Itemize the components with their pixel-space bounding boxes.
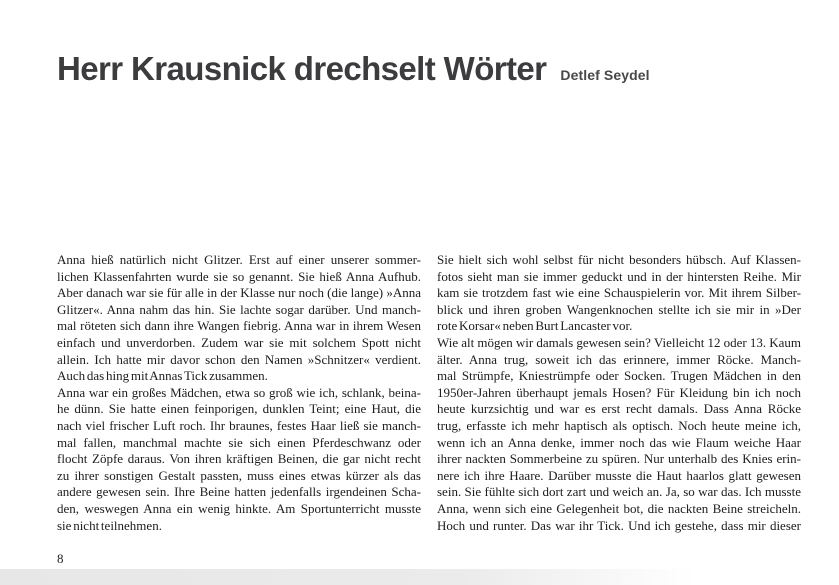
text-line: Hoch und runter. Das war ihr Tick. Und ich gestehe, dass mir dieser <box>437 517 801 533</box>
text-line: den, weswegen Anna ein wenig hinkte. Am Sportunterricht musste <box>57 500 421 516</box>
page-title: Herr Krausnick drechselt Wörter <box>57 50 547 87</box>
author-name: Detlef Seydel <box>560 67 650 83</box>
text-line: andere gewesen sein. Ihre Beine hatten jedenfalls irgendeinen Scha- <box>57 484 421 500</box>
text-line: allein. Ich hatte mir davor schon den Namen »Schnitzer« verdient. <box>57 351 421 367</box>
text-line: lichen Klassenfahrten wurde sie so genannt. Sie hieß Anna Aufhub. <box>57 268 421 284</box>
text-columns <box>57 252 801 534</box>
text-line: heute kurzsichtig und war es erst recht damals. Dass Anna Röcke <box>437 401 801 417</box>
text-line: flocht Zöpfe daraus. Von ihren kräftigen Beinen, die gar nicht recht <box>57 451 421 467</box>
text-line: rote Korsar« neben Burt Lancaster vor. <box>437 318 633 334</box>
text-column-left <box>57 252 421 534</box>
text-line: mal Strümpfe, Kniestrümpfe oder Socken. Trugen Mädchen in den <box>437 368 801 384</box>
title-row <box>57 52 650 87</box>
text-line: Anna hieß natürlich nicht Glitzer. Erst auf einer unserer sommer- <box>57 252 421 267</box>
text-line: sein. Sie fühlte sich dort zart und weich an. Ja, so war das. Ich musste <box>437 484 801 500</box>
text-line: 1950er-Jahren überhaupt jemals Hosen? Für Kleidung bin ich noch <box>437 384 801 400</box>
text-line: fotos sieht man sie immer geduckt und in der hintersten Reihe. Mir <box>437 268 801 284</box>
text-line: Sie hielt sich wohl selbst für nicht besonders hübsch. Auf Klassen- <box>437 252 801 267</box>
text-line: einfach und unverdorben. Zudem war sie mit solchem Spott nicht <box>57 334 421 350</box>
text-line: nach viel frischer Luft roch. Ihr braunes, festes Haar ließ sie manch- <box>57 417 421 433</box>
text-line: älter. Anna trug, soweit ich das erinnere, immer Röcke. Manch- <box>437 351 801 367</box>
text-line: Glitzer«. Anna nahm das hin. Sie lachte sogar darüber. Und manch- <box>57 301 421 317</box>
text-line: Wie alt mögen wir damals gewesen sein? Vielleicht 12 oder 13. Kaum <box>437 334 801 350</box>
bottom-edge-shadow <box>0 569 839 585</box>
text-line: sie nicht teilnehmen. <box>57 517 162 533</box>
page-number: 8 <box>57 551 64 566</box>
text-line: Auch das hing mit Annas Tick zusammen. <box>57 368 268 384</box>
text-line: kam sie trotzdem fast wie eine Schauspielerin vor. Mit ihrem Silber- <box>437 285 801 301</box>
text-line: Anna, wenn sich eine Gelegenheit bot, die nackten Beine streicheln. <box>437 500 801 516</box>
text-line: he dünn. Sie hatte einen feinporigen, dunklen Teint; eine Haut, die <box>57 401 421 417</box>
text-line: zu ihrer sonstigen Gestalt passten, muss eines etwas kürzer als das <box>57 467 421 483</box>
text-line: mal röteten sich dann ihre Wangen fiebrig. Anna war in ihrem Wesen <box>57 318 421 334</box>
text-line: trug, erfasste ich mehr haptisch als optisch. Noch heute meine ich, <box>437 417 801 433</box>
text-column-right <box>437 252 801 534</box>
text-line: nere ich ihre Haare. Darüber musste die Haut haarlos glatt gewesen <box>437 467 801 483</box>
text-line: wenn ich an Anna denke, immer noch das wie Flaum weiche Haar <box>437 434 801 450</box>
text-line: Anna war ein großes Mädchen, etwa so groß wie ich, schlank, beina- <box>57 384 421 400</box>
text-line: Aber danach war sie für alle in der Klasse nur noch (die lange) »Anna <box>57 285 421 301</box>
text-line: mal fallen, manchmal machte sie sich einen Pferdeschwanz oder <box>57 434 421 450</box>
text-line: ihrer nackten Sommerbeine zu spüren. Nur unterhalb des Knies erin- <box>437 451 801 467</box>
text-line: blick und ihren groben Wangenknochen stellte ich sie mir in »Der <box>437 301 801 317</box>
